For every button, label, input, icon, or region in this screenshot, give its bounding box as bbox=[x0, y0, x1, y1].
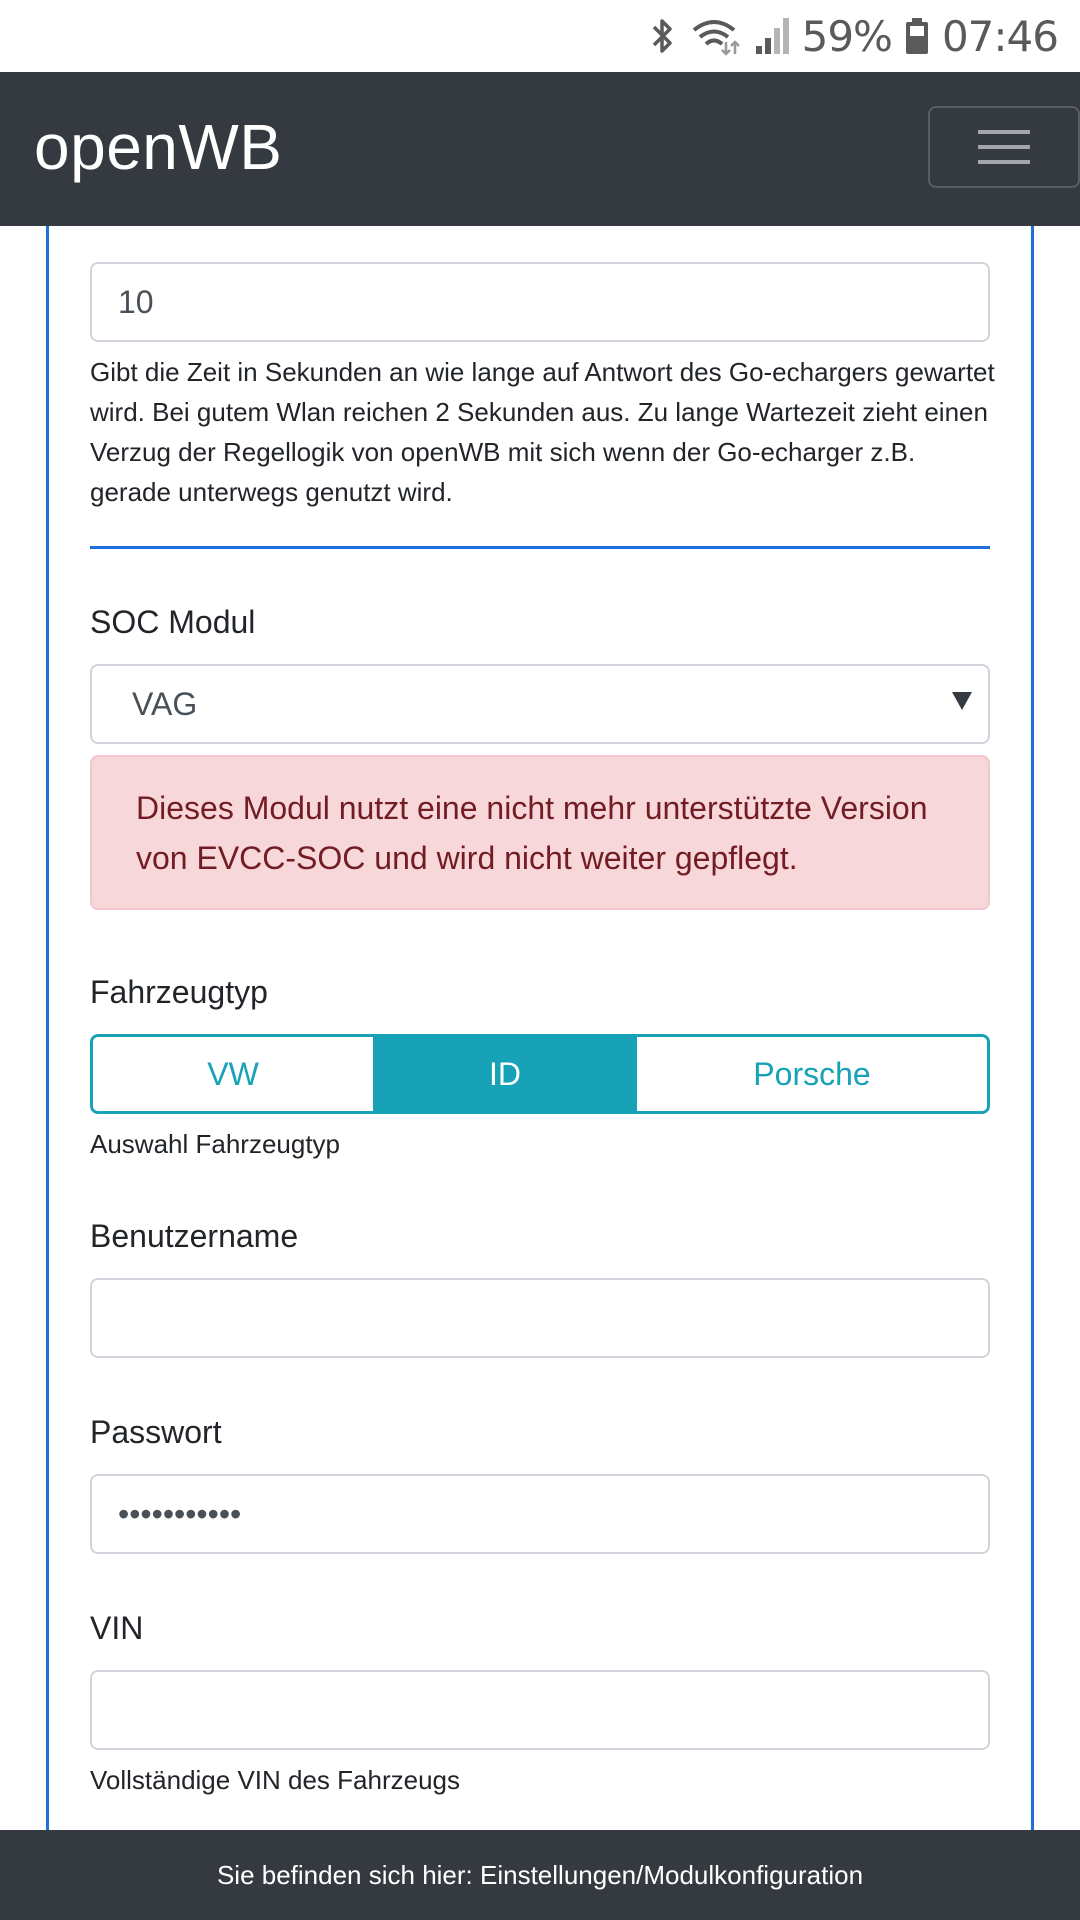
brand-logo-text[interactable]: openWB bbox=[34, 111, 283, 183]
battery-icon bbox=[904, 16, 930, 56]
breadcrumb-footer bbox=[0, 1830, 1080, 1920]
deprecation-alert: Dieses Modul nutzt eine nicht mehr unterstützte Version von EVCC-SOC und wird nicht weiter gepflegt. bbox=[90, 755, 990, 910]
benutzername-input[interactable] bbox=[90, 1278, 990, 1358]
wifi-icon bbox=[690, 16, 742, 56]
soc-modul-select[interactable] bbox=[90, 664, 990, 744]
passwort-label: Passwort bbox=[90, 1414, 222, 1450]
passwort-input[interactable] bbox=[90, 1474, 990, 1554]
fahrzeugtyp-option-vw[interactable]: VW bbox=[93, 1037, 373, 1111]
status-icons bbox=[648, 0, 1058, 72]
fahrzeugtyp-option-porsche[interactable]: Porsche bbox=[637, 1037, 987, 1111]
bluetooth-icon bbox=[648, 16, 678, 56]
status-bar bbox=[0, 0, 1080, 72]
vin-label: VIN bbox=[90, 1610, 144, 1646]
fahrzeugtyp-label: Fahrzeugtyp bbox=[90, 974, 268, 1010]
navbar-toggler-button[interactable] bbox=[928, 106, 1080, 188]
soc-modul-selected-value: VAG bbox=[132, 685, 198, 722]
timeout-value: 10 bbox=[118, 283, 154, 320]
battery-percent: 59% bbox=[801, 11, 892, 61]
navbar bbox=[0, 72, 1080, 226]
hamburger-menu-icon bbox=[978, 145, 1030, 149]
timeout-help-text: Gibt die Zeit in Sekunden an wie lange auf Antwort des Go-echargers gewartet wird. Bei gutem Wlan reichen 2 Sekunden aus. Zu lange Wartezeit zieht einen Verzug der Regellogik von openWB mit sich wenn der Go-echarger z.B. gerade unterwegs genutzt wird. bbox=[90, 357, 995, 507]
clock: 07:46 bbox=[941, 11, 1058, 61]
section-divider bbox=[90, 546, 990, 549]
caret-down-icon bbox=[952, 692, 972, 710]
benutzername-label: Benutzername bbox=[90, 1218, 299, 1254]
cell-signal-icon bbox=[754, 16, 790, 56]
timeout-input[interactable] bbox=[90, 262, 990, 342]
vin-help-text: Vollständige VIN des Fahrzeugs bbox=[90, 1765, 460, 1795]
fahrzeugtyp-button-group bbox=[90, 1034, 990, 1114]
fahrzeugtyp-option-id[interactable]: ID bbox=[373, 1037, 637, 1111]
passwort-masked-value: ••••••••••• bbox=[118, 1495, 242, 1532]
soc-modul-label: SOC Modul bbox=[90, 604, 256, 640]
fahrzeugtyp-help-text: Auswahl Fahrzeugtyp bbox=[90, 1129, 341, 1159]
vin-input[interactable] bbox=[90, 1670, 990, 1750]
breadcrumb-text: Sie befinden sich hier: Einstellungen/Modulkonfiguration bbox=[216, 1859, 864, 1890]
